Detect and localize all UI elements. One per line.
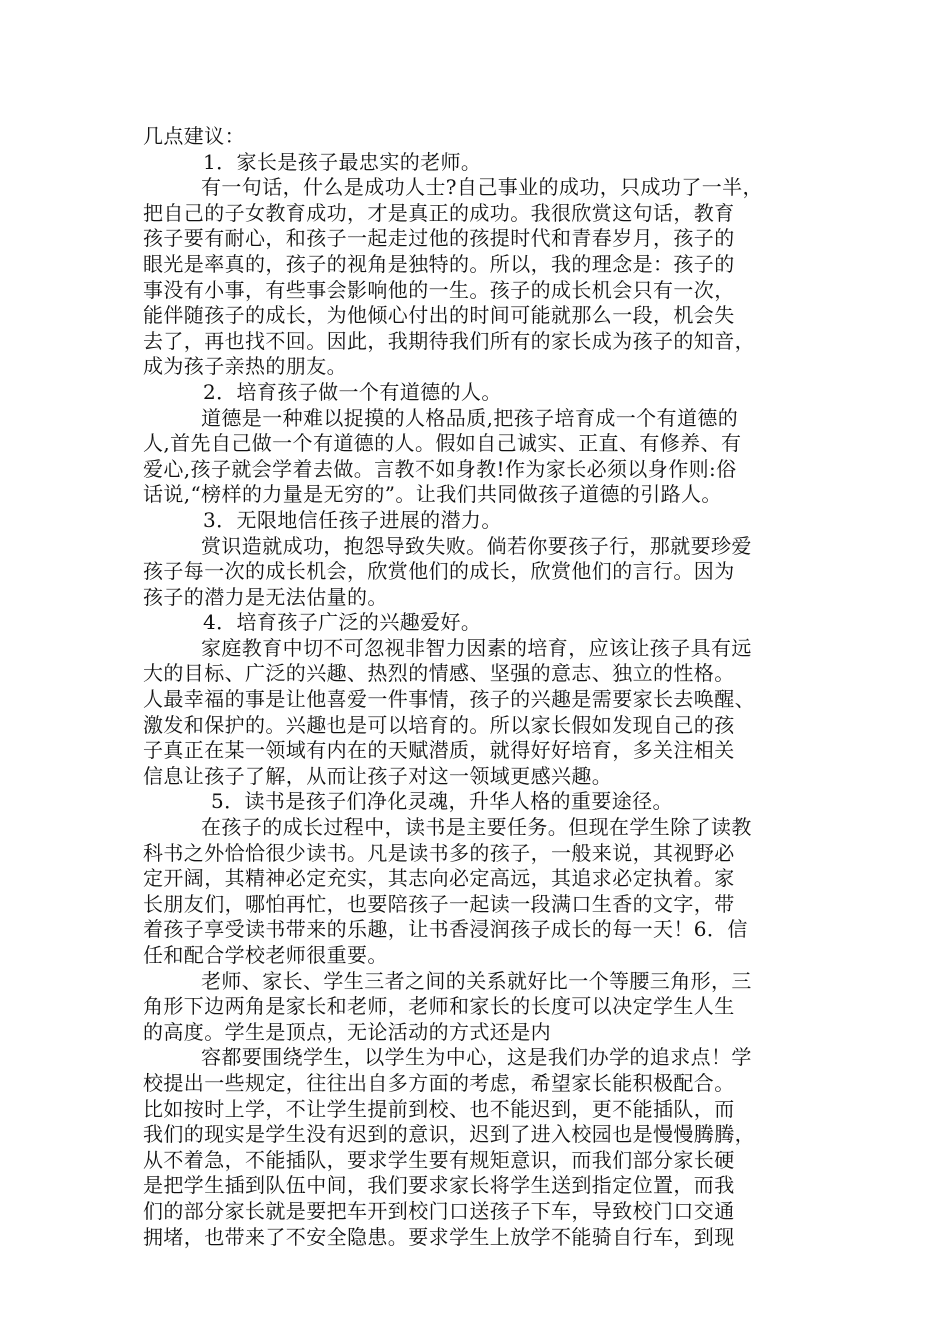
paragraph-line: 去了，再也找不回。因此，我期待我们所有的家长成为孩子的知音， bbox=[143, 328, 755, 353]
paragraph-line: 科书之外恰恰很少读书。凡是读书多的孩子，一般来说，其视野必 bbox=[143, 840, 735, 865]
intro-line: 几点建议： bbox=[143, 124, 245, 148]
paragraph-line: 有一句话，什么是成功人士?自己事业的成功，只成功了一半， bbox=[201, 175, 763, 200]
paragraph-line: 长朋友们，哪怕再忙，也要陪孩子一起读一段满口生香的文字，带 bbox=[143, 891, 735, 916]
document-lines bbox=[143, 150, 833, 1251]
paragraph-line: 激发和保护的。兴趣也是可以培育的。所以家长假如发现自己的孩 bbox=[143, 712, 735, 737]
paragraph-line: 子真正在某一领域有内在的天赋潜质，就得好好培育，多关注相关 bbox=[143, 738, 735, 763]
paragraph-line: 话说,“榜样的力量是无穷的”。让我们共同做孩子道德的引路人。 bbox=[143, 482, 722, 507]
paragraph-line: 眼光是率真的，孩子的视角是独特的。所以，我的理念是：孩子的 bbox=[143, 251, 735, 276]
paragraph-line: 定开阔，其精神必定充实，其志向必定高远，其追求必定执着。家 bbox=[143, 866, 735, 891]
paragraph-line: 大的目标、广泛的兴趣、热烈的情感、坚强的意志、独立的性格。 bbox=[143, 661, 735, 686]
paragraph-line: 我们的现实是学生没有迟到的意识，迟到了进入校园也是慢慢腾腾， bbox=[143, 1122, 755, 1147]
paragraph-line: 成为孩子亲热的朋友。 bbox=[143, 354, 347, 379]
paragraph-line: 把自己的子女教育成功，才是真正的成功。我很欣赏这句话，教育 bbox=[143, 200, 735, 225]
paragraph-line: 在孩子的成长过程中，读书是主要任务。但现在学生除了读教 bbox=[201, 815, 752, 840]
paragraph-line: 从不着急，不能插队，要求学生要有规矩意识，而我们部分家长硬 bbox=[143, 1147, 735, 1172]
section-heading: 5．读书是孩子们净化灵魂，升华人格的重要途径。 bbox=[211, 789, 673, 814]
paragraph-line: 着孩子享受读书带来的乐趣，让书香浸润孩子成长的每一天！6．信 bbox=[143, 917, 748, 942]
paragraph-line: 事没有小事，有些事会影响他的一生。孩子的成长机会只有一次， bbox=[143, 277, 735, 302]
paragraph-line: 信息让孩子了解，从而让孩子对这一领域更感兴趣。 bbox=[143, 763, 613, 788]
document-body bbox=[143, 124, 833, 1250]
paragraph-line: 赏识造就成功，抱怨导致失败。倘若你要孩子行，那就要珍爱 bbox=[201, 533, 752, 558]
paragraph-line: 人,首先自己做一个有道德的人。假如自己诚实、正直、有修养、有 bbox=[143, 431, 742, 456]
paragraph-line: 角形下边两角是家长和老师，老师和家长的长度可以决定学生人生 bbox=[143, 994, 735, 1019]
paragraph-line: 拥堵，也带来了不安全隐患。要求学生上放学不能骑自行车，到现 bbox=[143, 1224, 735, 1249]
paragraph-line: 任和配合学校老师很重要。 bbox=[143, 943, 388, 967]
section-heading: 1．家长是孩子最忠实的老师。 bbox=[203, 149, 482, 174]
paragraph-line: 的高度。学生是顶点，无论活动的方式还是内 bbox=[143, 1019, 551, 1044]
paragraph-line: 校提出一些规定，往往出自多方面的考虑，希望家长能积极配合。 bbox=[143, 1070, 735, 1095]
paragraph-line: 是把学生插到队伍中间，我们要求家长将学生送到指定位置，而我 bbox=[143, 1173, 735, 1198]
section-heading: 2．培育孩子做一个有道德的人。 bbox=[203, 379, 502, 404]
paragraph-line: 孩子每一次的成长机会，欣赏他们的成长，欣赏他们的言行。因为 bbox=[143, 559, 735, 584]
section-heading: 3．无限地信任孩子进展的潜力。 bbox=[203, 507, 502, 532]
paragraph-line: 孩子要有耐心，和孩子一起走过他的孩提时代和青春岁月，孩子的 bbox=[143, 226, 735, 251]
paragraph-line: 老师、家长、学生三者之间的关系就好比一个等腰三角形，三 bbox=[201, 968, 752, 993]
paragraph-line: 容都要围绕学生，以学生为中心，这是我们办学的追求点！学 bbox=[201, 1045, 752, 1070]
paragraph-line: 家庭教育中切不可忽视非智力因素的培育，应该让孩子具有远 bbox=[201, 635, 752, 660]
paragraph-line: 们的部分家长就是要把车开到校门口送孩子下车，导致校门口交通 bbox=[143, 1198, 735, 1223]
paragraph-line: 道德是一种难以捉摸的人格品质,把孩子培育成一个有道德的 bbox=[201, 405, 739, 430]
paragraph-line: 爱心,孩子就会学着去做。言教不如身教!作为家长必须以身作则:俗 bbox=[143, 456, 737, 481]
paragraph-line: 孩子的潜力是无法估量的。 bbox=[143, 584, 388, 609]
paragraph-line: 能伴随孩子的成长，为他倾心付出的时间可能就那么一段，机会失 bbox=[143, 303, 735, 328]
section-heading: 4．培育孩子广泛的兴趣爱好。 bbox=[203, 610, 482, 635]
paragraph-line: 人最幸福的事是让他喜爱一件事情，孩子的兴趣是需要家长去唤醒、 bbox=[143, 687, 755, 712]
paragraph-line: 比如按时上学，不让学生提前到校、也不能迟到，更不能插队，而 bbox=[143, 1096, 735, 1121]
